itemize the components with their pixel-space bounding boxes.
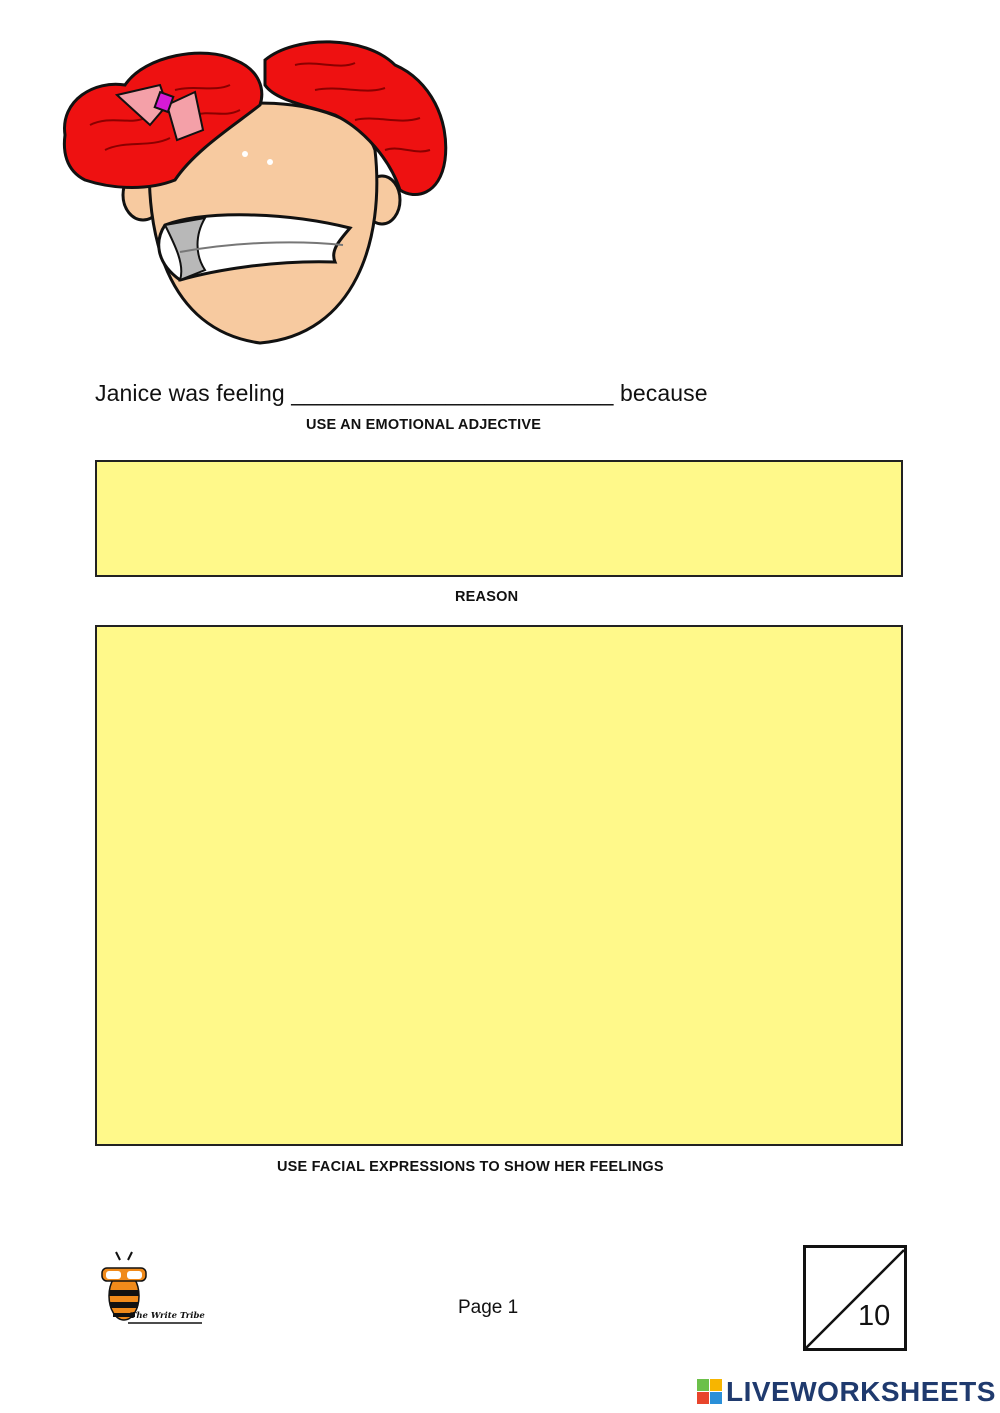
caption-reason: REASON — [455, 589, 519, 605]
caption-facial-expressions: USE FACIAL EXPRESSIONS TO SHOW HER FEELINGS — [277, 1159, 664, 1175]
brand-text: LIVEWORKSHEETS — [726, 1376, 996, 1407]
liveworksheets-brand[interactable] — [697, 1376, 996, 1410]
adjective-answer-box[interactable] — [95, 460, 903, 577]
caption-emotional-adjective: USE AN EMOTIONAL ADJECTIVE — [306, 417, 542, 433]
score-divider — [806, 1248, 904, 1348]
angry-girl-illustration — [55, 30, 455, 350]
page-number: Page 1 — [458, 1297, 519, 1318]
sentence-prompt: Janice was feeling _________________________ because — [95, 380, 708, 406]
score-box — [803, 1245, 907, 1351]
reason-answer-box[interactable] — [95, 625, 903, 1146]
score-total: 10 — [858, 1300, 891, 1332]
liveworksheets-logo-icon — [697, 1379, 723, 1405]
logo-text: The Write Tribe — [130, 1311, 205, 1321]
